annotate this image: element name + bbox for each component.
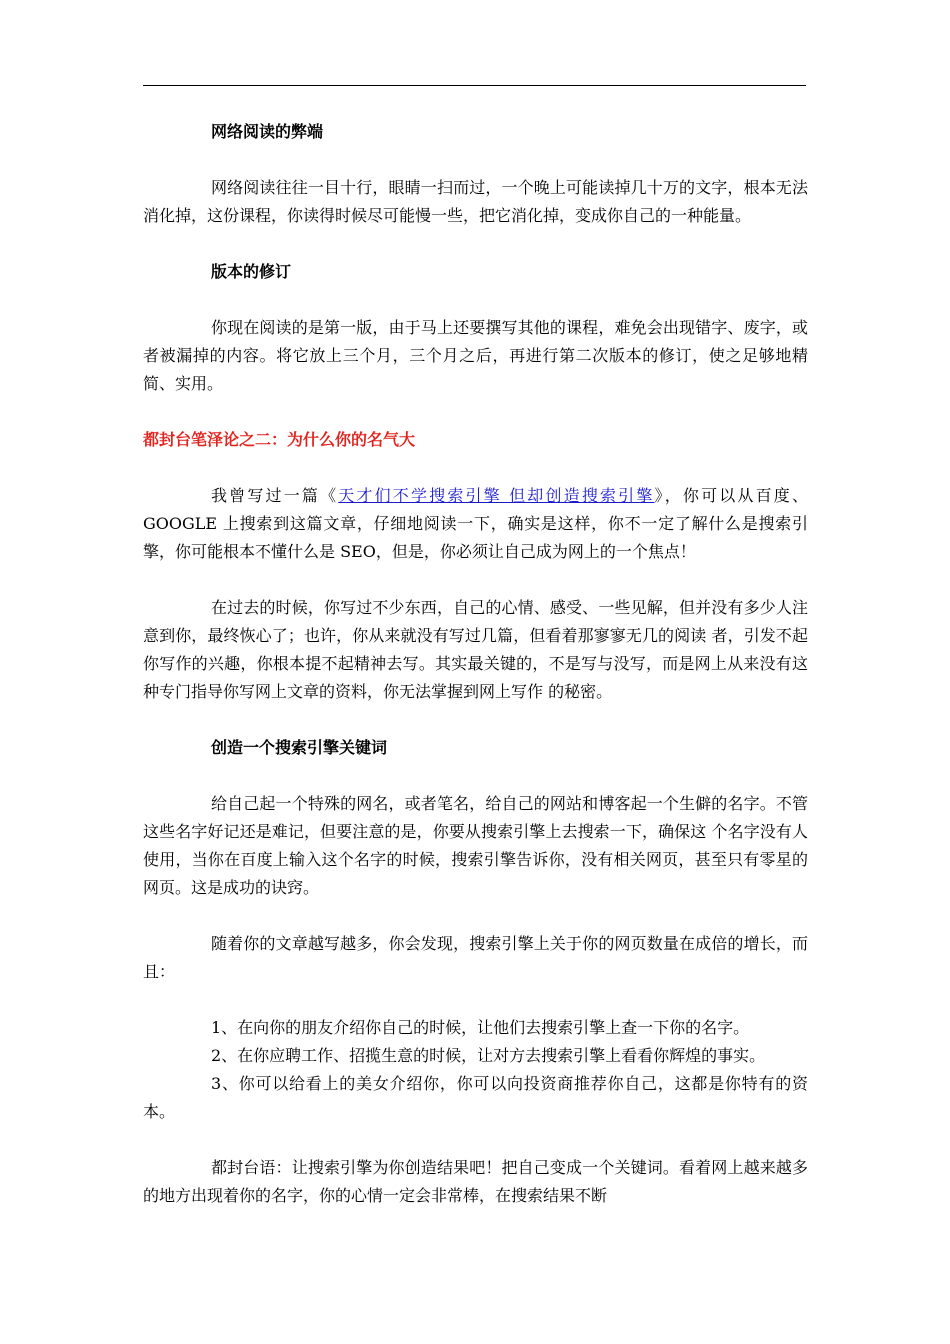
paragraph-intro — [143, 482, 808, 566]
document-body — [143, 118, 808, 1210]
paragraph-revision: 你现在阅读的是第一版，由于马上还要撰写其他的课程，难免会出现错字、废字，或者被漏掉的内容。将它放上三个月，三个月之后，再进行第二次版本的修订，使之足够地精简、实用。 — [143, 318, 808, 393]
paragraph-past: 在过去的时候，你写过不少东西，自己的心情、感受、一些见解，但并没有多少人注意到你，最终恢心了；也许，你从来就没有写过几篇，但看着那寥寥无几的阅读 者，引发不起你写作的兴趣，你根本提不起精神去写。其实最关键的，不是写与没写，而是网上从来没有这种专门指导你写网上文章的资料，你无法掌握到网上写作 的秘密。 — [143, 598, 808, 701]
list-item: 2、在你应聘工作、招揽生意的时候，让对方去搜索引擎上看看你辉煌的事实。 — [211, 1046, 766, 1065]
list-item: 3、你可以给看上的美女介绍你，你可以向投资商推荐你自己，这都是你特有的资本。 — [143, 1074, 808, 1121]
intro-text-before: 我曾写过一篇《 — [211, 486, 339, 505]
intro-text-after: 》，你可以从百度、GOOGLE 上搜索到这篇文章，仔细地阅读一下，确实是这样，你不一定了解什么是搜索引擎，你可能根本不懂什么是 SEO，但是，你必须让自己成为网上的一个焦点！ — [143, 486, 808, 561]
section-heading-reading: 网络阅读的弊端 — [211, 122, 324, 141]
paragraph-closing: 都封台语：让搜索引擎为你创造结果吧！把自己变成一个关键词。看着网上越来越多的地方出现着你的名字，你的心情一定会非常棒，在搜索结果不断 — [143, 1158, 808, 1205]
paragraph-reading: 网络阅读往往一目十行，眼睛一扫而过，一个晚上可能读掉几十万的文字，根本无法消化掉，这份课程，你读得时候尽可能慢一些，把它消化掉，变成你自己的一种能量。 — [143, 178, 808, 225]
section-heading-revision: 版本的修订 — [211, 262, 292, 281]
article-link[interactable]: 天才们不学搜索引擎 但却创造搜索引擎 — [338, 486, 655, 505]
list-item: 1、在向你的朋友介绍你自己的时候，让他们去搜索引擎上查一下你的名字。 — [211, 1018, 750, 1037]
chapter-heading: 都封台笔泽论之二：为什么你的名气大 — [143, 430, 416, 449]
paragraph-growth: 随着你的文章越写越多，你会发现，搜索引擎上关于你的网页数量在成倍的增长，而且： — [143, 934, 808, 981]
paragraph-keyword: 给自己起一个特殊的网名，或者笔名，给自己的网站和博客起一个生僻的名字。不管这些名字好记还是难记，但要注意的是，你要从搜索引擎上去搜索一下，确保这 个名字没有人使用，当你在百度上输入这个名字的时候，搜索引擎告诉你，没有相关网页，甚至只有零星的网页。这是成功的诀窍。 — [143, 794, 808, 897]
header-rule — [143, 85, 806, 86]
section-heading-keyword: 创造一个搜索引擎关键词 — [211, 738, 388, 757]
